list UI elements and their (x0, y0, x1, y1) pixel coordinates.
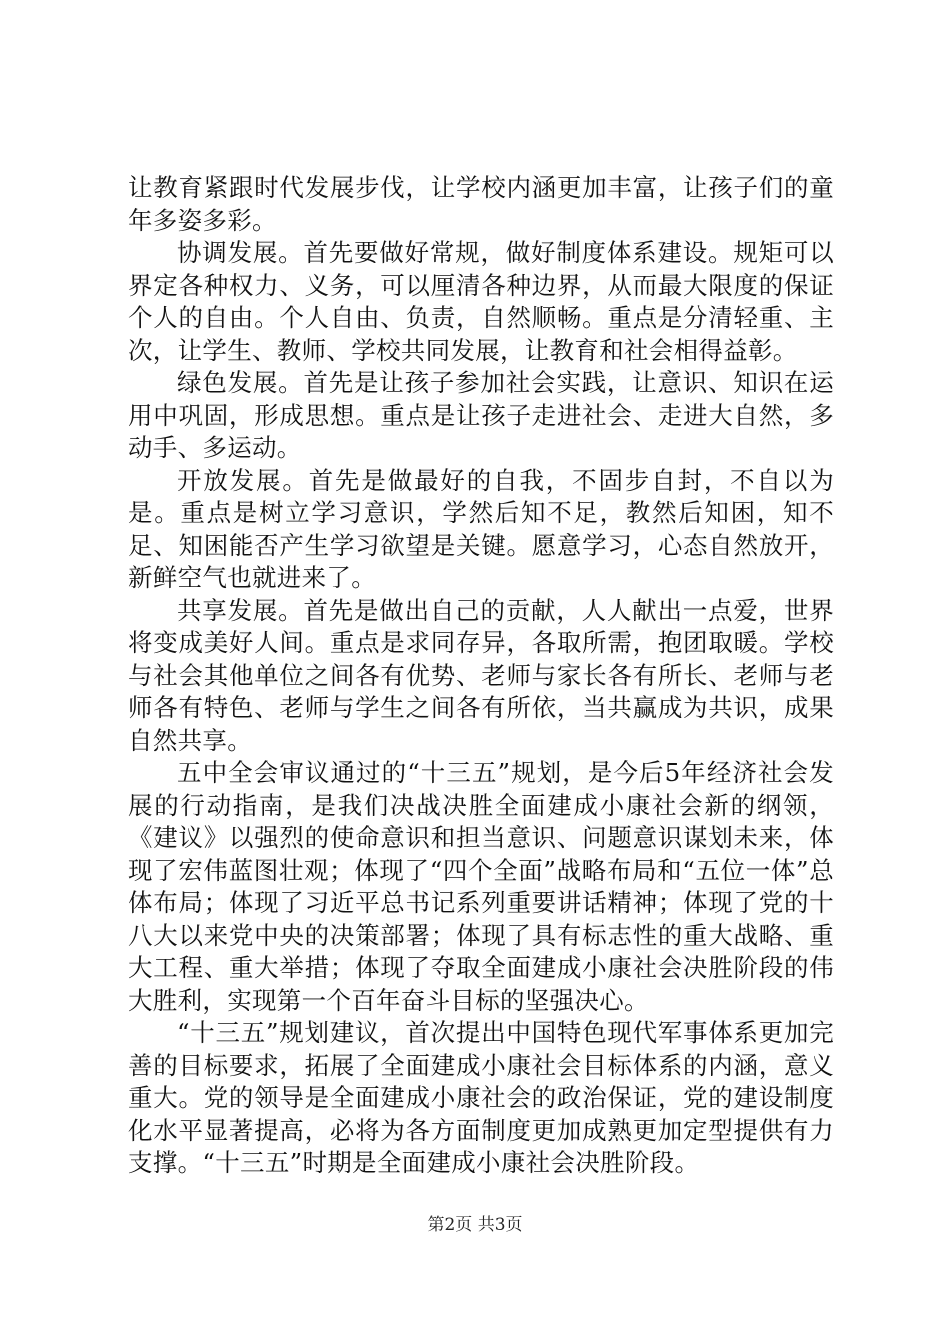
paragraph-6: 五中全会审议通过的“十三五”规划，是今后5年经济社会发展的行动指南，是我们决战决胜全面建成小康社会新的纲领，《建议》以强烈的使命意识和担当意识、问题意识谋划未来，体现了宏伟蓝图壮观；体现了“四个全面”战略布局和“五位一体”总体布局；体现了习近平总书记系列重要讲话精神；体现了党的十八大以来党中央的决策部署；体现了具有标志性的重大战略、重大工程、重大举措；体现了夺取全面建成小康社会决胜阶段的伟大胜利，实现第一个百年奋斗目标的坚强决心。 (128, 758, 834, 1015)
paragraph-4: 开放发展。首先是做最好的自我，不固步自封，不自以为是。重点是树立学习意识，学然后知不足，教然后知困，知不足、知困能否产生学习欲望是关键。愿意学习，心态自然放开，新鲜空气也就进来了。 (128, 465, 834, 592)
paragraph-2: 协调发展。首先要做好常规，做好制度体系建设。规矩可以界定各种权力、义务，可以厘清各种边界，从而最大限度的保证个人的自由。个人自由、负责，自然顺畅。重点是分清轻重、主次，让学生、教师、学校共同发展，让教育和社会相得益彰。 (128, 238, 834, 365)
paragraph-7: “十三五”规划建议，首次提出中国特色现代军事体系更加完善的目标要求，拓展了全面建成小康社会目标体系的内涵，意义重大。党的领导是全面建成小康社会的政治保证，党的建设制度化水平显著提高，必将为各方面制度更加成熟更加定型提供有力支撑。“十三五”时期是全面建成小康社会决胜阶段。 (128, 1018, 834, 1177)
paragraph-3: 绿色发展。首先是让孩子参加社会实践，让意识、知识在运用中巩固，形成思想。重点是让孩子走进社会、走进大自然，多动手、多运动。 (128, 368, 834, 462)
paragraph-1: 让教育紧跟时代发展步伐，让学校内涵更加丰富，让孩子们的童年多姿多彩。 (128, 173, 834, 235)
page-number-footer: 第2页 共3页 (427, 1215, 523, 1235)
paragraph-5: 共享发展。首先是做出自己的贡献，人人献出一点爱，世界将变成美好人间。重点是求同存异，各取所需，抱团取暖。学校与社会其他单位之间各有优势、老师与家长各有所长、老师与老师各有特色、老师与学生之间各有所依，当共赢成为共识，成果自然共享。 (128, 595, 834, 755)
document-body (128, 172, 834, 1180)
